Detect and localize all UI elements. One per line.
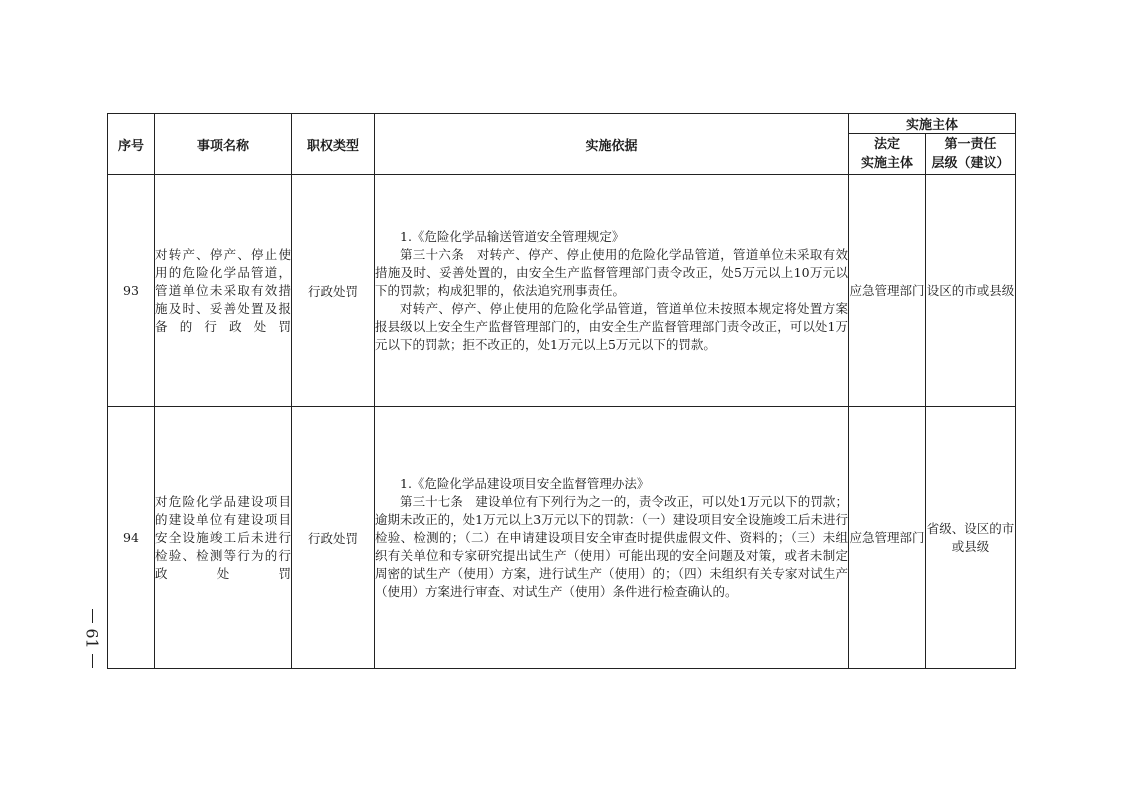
basis-paragraph: 1.《危险化学品输送管道安全管理规定》	[400, 228, 625, 244]
page-number	[72, 588, 112, 688]
enforcement-items-table	[107, 113, 1016, 669]
page-number-dash	[92, 609, 93, 623]
header-first-level: 第一责任 层级（建议）	[926, 134, 1016, 175]
basis-paragraph: 第三十七条 建设单位有下列行为之一的，责令改正，可以处1万元以下的罚款；逾期未改正的，处1万元以上3万元以下的罚款：（一）建设项目安全设施竣工后未进行检验、检测的；（二）在申请建设项目安全审查时提供虚假文件、资料的；（三）未组织有关单位和专家研究提出试生产（使用）可能出现的安全问题及对策，或者未制定周密的试生产（使用）方案，进行试生产（使用）的；（四）未组织有关专家对试生产（使用）方案进行审查、对试生产（使用）条件进行检查确认的。	[375, 493, 848, 599]
header-basis: 实施依据	[375, 114, 849, 175]
page-number-dash	[92, 654, 93, 668]
row-first-level: 省级、设区的市或县级	[926, 407, 1016, 669]
row-first-level: 设区的市或县级	[926, 175, 1016, 407]
row-seq: 93	[108, 175, 155, 407]
header-item-name: 事项名称	[155, 114, 292, 175]
header-legal-subject: 法定 实施主体	[849, 134, 926, 175]
basis-paragraph: 对转产、停产、停止使用的危险化学品管道，管道单位未按照本规定将处置方案报县级以上安全生产监督管理部门的，由安全生产监督管理部门责令改正，可以处1万元以下的罚款；拒不改正的，处1万元以上5万元以下的罚款。	[375, 300, 848, 352]
header-seq: 序号	[108, 114, 155, 175]
row-item-name: 对危险化学品建设项目的建设单位有建设项目安全设施竣工后未进行检验、检测等行为的行政处罚	[155, 407, 292, 669]
basis-paragraph: 第三十六条 对转产、停产、停止使用的危险化学品管道，管道单位未采取有效措施及时、妥善处置的，由安全生产监督管理部门责令改正，处5万元以上10万元以下的罚款；构成犯罪的，依法追究刑事责任。	[375, 246, 848, 298]
header-power-type: 职权类型	[292, 114, 375, 175]
row-legal-subject: 应急管理部门	[849, 175, 926, 407]
row-seq: 94	[108, 407, 155, 669]
row-legal-subject: 应急管理部门	[849, 407, 926, 669]
row-item-name: 对转产、停产、停止使用的危险化学品管道，管道单位未采取有效措施及时、妥善处置及报备的行政处罚	[155, 175, 292, 407]
row-basis	[375, 407, 849, 669]
page-number-value: 61	[82, 627, 102, 649]
row-power-type: 行政处罚	[292, 407, 375, 669]
table-row	[108, 175, 1016, 407]
row-basis	[375, 175, 849, 407]
header-subject: 实施主体	[849, 114, 1016, 134]
basis-paragraph: 1.《危险化学品建设项目安全监督管理办法》	[400, 475, 650, 491]
row-power-type: 行政处罚	[292, 175, 375, 407]
table-row	[108, 407, 1016, 669]
